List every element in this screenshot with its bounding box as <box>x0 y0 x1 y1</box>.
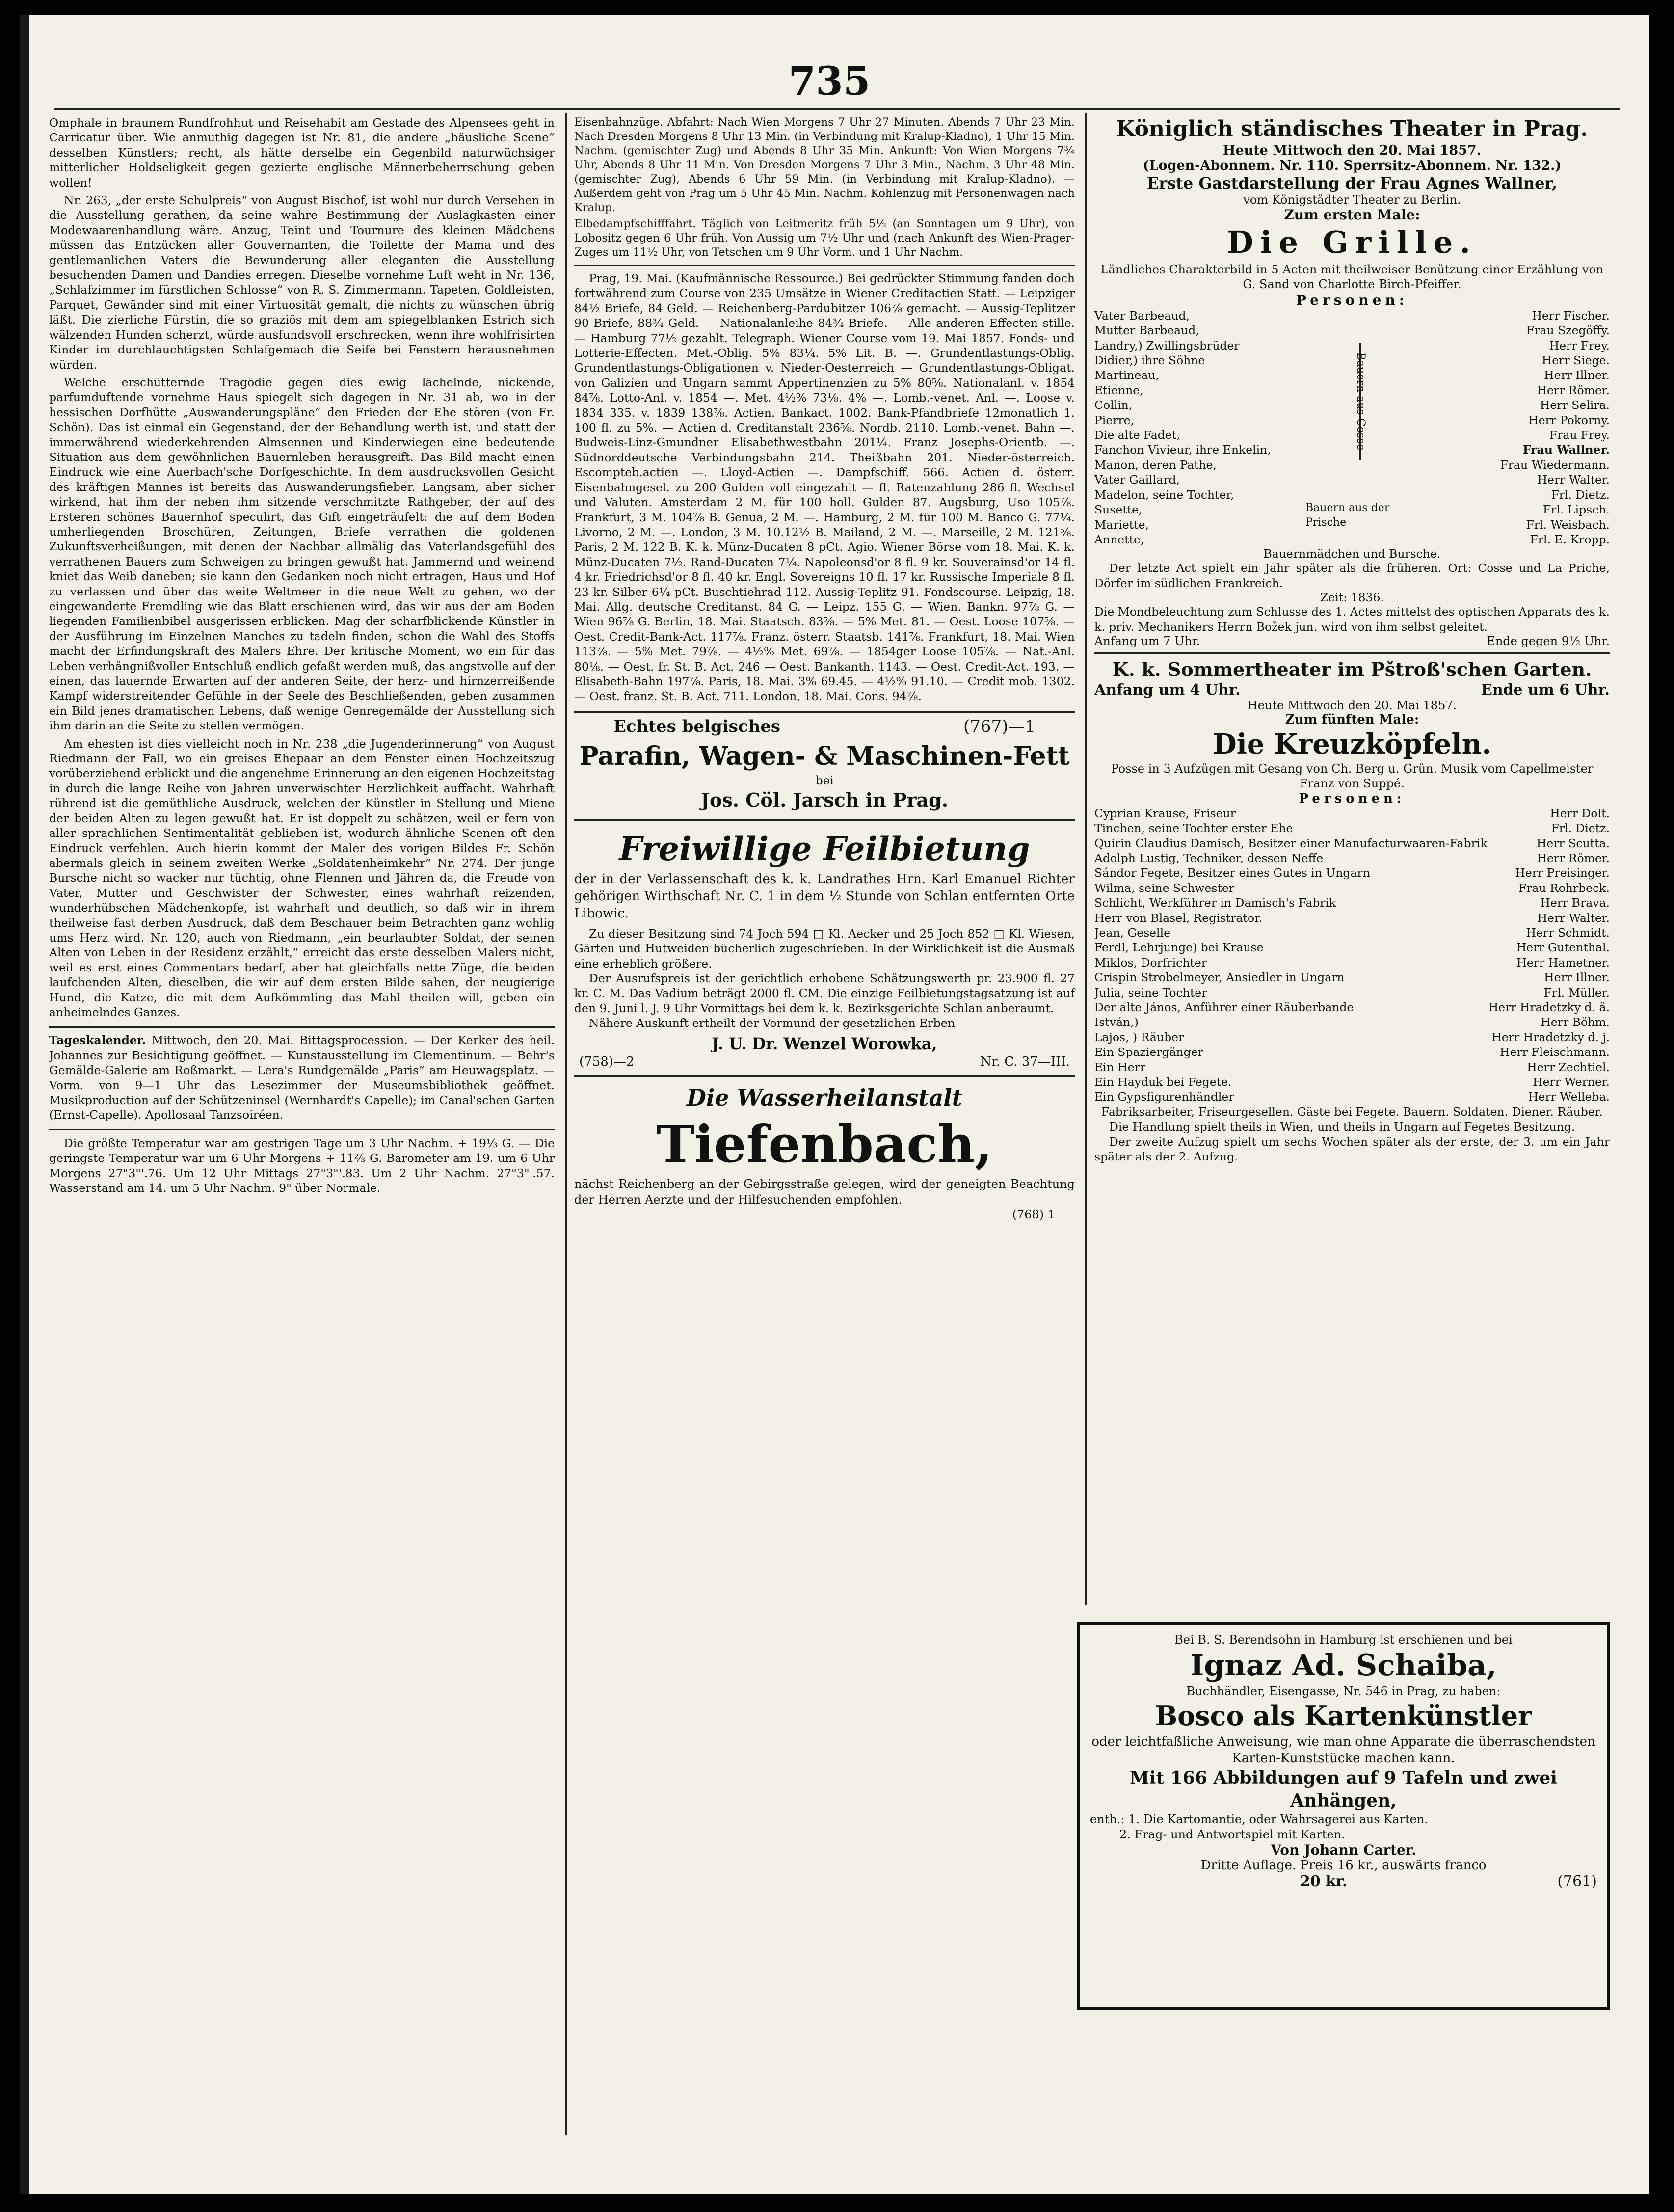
cast-actor: Herr Zechtiel. <box>1527 1060 1610 1074</box>
theater1-start: Anfang um 7 Uhr. <box>1094 634 1200 648</box>
cast-row <box>1094 532 1610 547</box>
cast-actor: Herr Werner. <box>1533 1075 1610 1089</box>
cast-row <box>1094 911 1610 925</box>
ad-wasserheilanstalt-text: nächst Reichenberg an der Gebirgsstraße gelegen, wird der geneigten Beachtung der Herren Aerzte und der Hilfesuchenden empfohlen. <box>574 1177 1075 1207</box>
cast-brace-label: Bauern aus der Prische <box>1305 501 1390 529</box>
ad-wasserheilanstalt-number: (768) 1 <box>1012 1207 1055 1221</box>
ad-wasserheilanstalt-name: Tiefenbach, <box>656 1113 993 1174</box>
cast-row <box>1094 487 1610 502</box>
ad-parafin-headline: Parafin, Wagen- & Maschinen-Fett <box>579 741 1070 771</box>
cast-actor: Frl. Müller. <box>1543 985 1610 999</box>
cast-role: Lajos, ) Räuber <box>1094 1030 1184 1044</box>
ad-feilbietung-title: Freiwillige Feilbietung <box>619 829 1030 868</box>
theater1-guest: Erste Gastdarstellung der Frau Agnes Wallner, <box>1146 174 1558 192</box>
theater1-persons: Personen: <box>1296 292 1408 308</box>
ad-feilbietung-text: Der Ausrufspreis ist der gerichtlich erhobene Schätzungswerth pr. 23.900 fl. 27 kr. C. M. Das Vadium beträgt 2000 fl. CM. Die einzige Feilbietungstagsatzung ist auf den 9. Juni l. J. 9 Uhr Vormittags bei dem k. k. Bezirksgerichte Schlan anberaumt. <box>574 971 1075 1015</box>
cast-role: Sándor Fegete, Besitzer eines Gutes in Ungarn <box>1094 866 1370 880</box>
cast-actor: Herr Gutenthal. <box>1516 941 1610 955</box>
cast-row <box>1094 806 1610 821</box>
cast-role: Wilma, seine Schwester <box>1094 881 1235 895</box>
cast-row <box>1094 985 1610 1000</box>
cast-actor: Herr Frey. <box>1549 338 1610 352</box>
cast-role: Martineau, <box>1094 368 1159 382</box>
cast-actor: Herr Walter. <box>1537 473 1610 487</box>
cast-actor: Herr Römer. <box>1537 851 1610 865</box>
ad-bosco-number: (761) <box>1557 1873 1597 1890</box>
cast-row <box>1094 881 1610 895</box>
cast-role: Manon, deren Pathe, <box>1094 458 1217 472</box>
cast-role: Landry,) Zwillingsbrüder <box>1094 338 1240 352</box>
newspaper-page <box>20 15 1649 2194</box>
ad-bosco-author: Von Johann Carter. <box>1271 1842 1416 1859</box>
theater2-play: Die Kreuzköpfeln. <box>1213 728 1491 760</box>
cast-row <box>1094 1060 1610 1075</box>
ad-feilbietung-signature: J. U. Dr. Wenzel Worowka, <box>712 1034 937 1053</box>
article-paragraph: Omphale in braunem Rundfrohhut und Reisehabit am Gestade des Alpensees geht in Carricatur über. Wie anmuthig dagegen ist Nr. 81, die andere „häusliche Scene“ desselben Künstlers; recht, als hätte derselbe ein Gegenbild naturwüchsiger mitterlicher Holdseligkeit gegen gezierte englische Männerbeherrschung geben wollen! <box>49 116 555 189</box>
theater1-play: Die Grille. <box>1227 224 1477 260</box>
cast-actor: Frau Wiedermann. <box>1500 458 1610 472</box>
ad-bosco-intro: Bei B. S. Berendsohn in Hamburg ist erschienen und bei <box>1174 1633 1513 1646</box>
ad-bosco-box <box>1077 1622 1610 2010</box>
cast-actor: Herr Böhm. <box>1541 1015 1610 1029</box>
page-number: 735 <box>788 58 871 104</box>
ad-bosco-text: oder leichtfaßliche Anweisung, wie man ohne Apparate die überraschendsten Karten-Kunststücke machen kann. <box>1091 1734 1595 1766</box>
section-rule <box>49 1129 555 1130</box>
cast-actor: Herr Walter. <box>1537 911 1610 925</box>
cast-role: Die alte Fadet, <box>1094 428 1180 442</box>
scan-edge <box>20 15 29 2194</box>
column-2 <box>574 115 1075 1221</box>
cast-role: Ein Hayduk bei Fegete. <box>1094 1075 1232 1089</box>
cast-role: Mutter Barbeaud, <box>1094 324 1199 338</box>
cast-role: Mariette, <box>1094 517 1149 532</box>
cast-role: Madelon, seine Tochter, <box>1094 487 1234 502</box>
cast-role: Vater Barbeaud, <box>1094 308 1190 323</box>
cast-role: Pierre, <box>1094 413 1135 427</box>
cast-role: Ferdl, Lehrjunge) bei Krause <box>1094 941 1264 955</box>
cast-actor: Frau Wallner. <box>1522 443 1610 457</box>
cast-actor: Frau Frey. <box>1549 428 1610 442</box>
theater2-note: Die Handlung spielt theils in Wien, und theils in Ungarn auf Fegetes Besitzung. <box>1109 1120 1575 1134</box>
section-rule <box>49 1026 555 1028</box>
cast-actor: Herr Welleba. <box>1528 1090 1610 1104</box>
cast-role: Miklos, Dorfrichter <box>1094 955 1207 970</box>
cast-row <box>1094 895 1610 910</box>
cast-actor: Herr Schmidt. <box>1526 926 1610 940</box>
theater1-time: Zeit: 1836. <box>1320 591 1384 605</box>
article-paragraph: Am ehesten ist dies vielleicht noch in Nr. 238 „die Jugenderinnerung“ von August Riedmann der Fall, wo ein greises Ehepaar an dem Fenster einen Hochzeitszug vorüberziehend erblickt und die angenehme Erinnerung an den eigenen Hochzeitstag in durch die lange Reihe von Jahren unverwischter Herzlichkeit auffacht. Wahrhaft rührend ist die gemüthliche Ausdruck, welchen der Künstler in Stellung und Miene der beiden Alten zu legen gewußt hat. Er ist doppelt zu schätzen, weil er fern von aller sprachlichen Sentimentalität geblieben ist, wodurch ähnliche Scenen oft den Eindruck verfehlen. Auch hierin kommt der Maler des vorigen Bildes Fr. Schön abermals gleich in seinem zweiten Werke „Soldatenheimkehr“ Nr. 274. Der junge Bursche nicht so wacker nur tüchtig, ohne Flennen und Jähren da, die Freude von Vater, Mutter und Geschwister der Schwester, eines wahrhaft reizenden, wunderhübschen Mädchenkopfe, ist wahrhaft und deutlich, so daß wir in ihrem theilweise fast derben Ausdruck, daß dem Beschauer beim Betrachten ganz wohlig ums Herz wird. Nr. 120, auch von Riedmann, „ein beurlaubter Soldat, der seinen Alten von Leben in der Residenz erzählt,“ erreicht das erste desselben Malers nicht, weil es erst eines Commentars bedarf, aber hat gleichfalls nette Züge, die beiden laufchenden Alten, dieselben, die wir auf dem ersten Bilde sahen, der neugierige Hund, die Katze, die mit dem Aufkömmling das Mahl theilen will, geben ein anheimelndes Ganzes. <box>49 736 555 1019</box>
cast-role: Ein Gypsfigurenhändler <box>1094 1090 1234 1104</box>
column-divider-1 <box>565 113 567 2135</box>
cast-role: Jean, Geselle <box>1094 926 1170 940</box>
header-rule <box>54 108 1620 110</box>
cast-role: Cyprian Krause, Friseur <box>1094 806 1236 820</box>
weather-report: Die größte Temperatur war am gestrigen Tage um 3 Uhr Nachm. + 19⅓ G. — Die geringste Temperatur war um 6 Uhr Morgens + 11⅔ G. Barometer am 19. um 6 Uhr Morgens 27"3"'.76. Um 12 Uhr Mittags 27"3"'.83. Um 2 Uhr Nachm. 27"3"'.57. Wasserstand am 14. um 5 Uhr Nachm. 9" über Normale. <box>49 1136 555 1195</box>
cast-actor: Herr Hradetzky d. ä. <box>1488 1000 1610 1015</box>
cast-brace-label: Bauern aus Cosse <box>1355 352 1367 451</box>
theater1-note: Die Mondbeleuchtung zum Schlusse des 1. Actes mittelst des optischen Apparats des k. k. priv. Mechanikers Herrn Božek jun. wird von ihm selbst geleitet. <box>1094 605 1610 634</box>
theater2-cast <box>1094 806 1610 1105</box>
cast-row <box>1094 308 1610 323</box>
cast-actor: Herr Hametner. <box>1516 955 1610 970</box>
cast-row <box>1094 323 1610 338</box>
theater2-persons: Personen: <box>1299 791 1406 806</box>
section-rule <box>1094 652 1610 654</box>
cast-role: Vater Gaillard, <box>1094 473 1180 487</box>
ad-wasserheilanstalt <box>574 1083 1075 1221</box>
ad-bosco-address: Buchhändler, Eisengasse, Nr. 546 in Prag, zu haben: <box>1186 1684 1501 1699</box>
theater1-date: Heute Mittwoch den 20. Mai 1857. <box>1222 143 1482 158</box>
tageskalender <box>49 1033 555 1122</box>
cast-role: Annette, <box>1094 532 1144 546</box>
theater1-cast <box>1094 308 1610 547</box>
theater1-note: Der letzte Act spielt ein Jahr später als die früheren. Ort: Cosse und La Priche, Dörfer im südlichen Frankreich. <box>1094 561 1610 590</box>
stock-exchange-report: Prag, 19. Mai. (Kaufmännische Ressource.) Bei gedrückter Stimmung fanden doch fortwährend zum Course von 235 Umsätze in Wiener Creditactien Statt. — Leipziger 84½ Briefe, 84 Geld. — Reichenberg-Pardubitzer 106⅞ gemacht. — Aussig-Teplitzer 90 Briefe, 88¾ Geld. — Nationalanleihe 84¾ Briefe. — Alle anderen Effecten stille. — Hamburg 77½ gezahlt. Telegraph. Wiener Course vom 19. Mai 1857. Fonds- und Lotterie-Effecten. Met.-Oblig. 5% 83¼. 5% Lit. B. —. Grundentlastungs-Oblig. Grundentlastungs-Obligationen v. Nieder-Oesterreich — Grundentlastungs-Obligat. von Galizien und Ungarn sammt Appertinenzien zu 5% 80⅝. Nationalanl. v. 1854 84⅞. Lotto-Anl. v. 1854 —. Met. 4½% 73⅛. 4% —. Lomb.-venet. Anl. —. Loose v. 1834 335. v. 1839 138⅞. Actien. Bankact. 1002. Bank-Pfandbriefe 12monatlich 1. 100 fl. zu 5%. — Actien d. Creditanstalt 236⅝. Nordb. 2110. Lomb.-venet. Bahn —. Budweis-Linz-Gmundner Elisabethwestbahn 201¼. Franz Josephs-Orientb. —. Südnorddeutsche Verbindungsbahn 214. Theißbahn 201. Nieder-österreich. Escompteb.actien —. Lloyd-Actien —. Dampfschiff. 566. Actien d. österr. Eisenbahngesel. zu 200 Gulden voll eingezahlt — fl. Ratenzahlung 286 fl. Wechsel und Valuten. Amsterdam 2 M. für 100 holl. Gulden 87. Augsburg, Uso 105⅞. Frankfurt, 3 M. 104⅞ B. Genua, 2 M. —. Hamburg, 2 M. für 100 M. Banco G. 77¼. Livorno, 2 M. —. London, 3 M. 10.12½ B. Mailand, 2 M. —. Marseille, 2 M. 121⅝. Paris, 2 M. 122 B. K. k. Münz-Ducaten 8 pCt. Agio. Wiener Börse vom 18. Mai. K. k. Münz-Ducaten 7½. Rand-Ducaten 7¼. Napoleonsd'or 8 fl. 9 kr. Souverainsd'or 14 fl. 4 kr. Friedrichsd'or 8 fl. 40 kr. Engl. Sovereigns 10 fl. 17 kr. Russische Imperiale 8 fl. 23 kr. Silber 6¼ pCt. Buschtiehrad 112. Aussig-Teplitz 91. Fondscourse. Leipzig, 18. Mai. Allg. deutsche Creditanst. 84 G. — Leipz. 155 G. — Wien. Bankn. 97⅞ G. — Wien 96⅞ G. Berlin, 18. Mai. Staatsch. 83⅝. — 5% Met. 81. — Oest. Loose 107⅝. — Oest. Credit-Bank-Act. 117⅞. Franz. österr. Staatsb. 141⅞. Frankfurt, 18. Mai. Wien 113⅞. — 5% Met. 79⅞. — 4½% Met. 69⅞. — 1854ger Loose 105⅞. — Nat.-Anl. 80⅛. — Oest. fr. St. B. Act. 246 — Oest. Bankanth. 1143. — Oest. Credit-Act. 193. — Elisabeth-Bahn 197⅞. Paris, 18. Mai. 3% 69.45. — 4½% 91.10. — Credit mob. 1302. — Oest. franz. St. B. Act. 711. London, 18. Mai. Cons. 94⅞. <box>574 271 1075 703</box>
cast-row <box>1094 472 1610 487</box>
section-rule <box>574 265 1075 266</box>
cast-row <box>1094 1030 1610 1045</box>
cast-row <box>1094 821 1610 836</box>
theater1-abonnement: (Logen-Abonnem. Nr. 110. Sperrsitz-Abonnem. Nr. 132.) <box>1143 158 1562 173</box>
ad-parafin-bei: bei <box>815 773 834 787</box>
theater1-description: Ländliches Charakterbild in 5 Acten mit theilweiser Benützung einer Erzählung von G. Sand von Charlotte Birch-Pfeiffer. <box>1100 263 1604 292</box>
column-divider-2 <box>1085 113 1087 1605</box>
cast-actor: Herr Selira. <box>1540 398 1610 412</box>
ad-bosco-price: Dritte Auflage. Preis 16 kr., auswärts franco <box>1200 1858 1487 1873</box>
ad-bosco-firm: Ignaz Ad. Schaiba, <box>1190 1648 1497 1683</box>
article-paragraph: Nr. 263, „der erste Schulpreis“ von August Bischof, ist wohl nur durch Versehen in die Ausstellung gerathen, da seine wahre Bestimmung der Auslagkasten einer Modewaarenhandlung wäre. Anzug, Teint und Tournure des kleinen Mädchens müssen das Entzücken aller Gouvernanten, die Toilette der Mama und des gentlemanlichen Vaters die Bewunderung aller eleganten die Ausstellung besuchenden Damen und Dandies erregen. Dieselbe vornehme Luft weht in Nr. 136, „Schlafzimmer im fürstlichen Schlosse“ von R. S. Zimmermann. Tapeten, Goldleisten, Parquet, Gewänder sind mit einer Virtuosität gemalt, die nichts zu wünschen übrig läßt. Die zierliche Fürstin, die so graziös mit dem am spiegelblanken Estrich sich wälzenden Hunden scherzt, würde ausfundsvoll erschrecken, wenn ihre wohlfrisirten Kinder im durchlauchtigsten Schlafgemach die Seife bei Fenstern herausnehmen würden. <box>49 193 555 372</box>
cast-actor: Frau Rohrbeck. <box>1518 881 1610 895</box>
section-rule <box>574 711 1075 713</box>
tageskalender-text: Mittwoch, den 20. Mai. Bittagsprocession. — Der Kerker des heil. Johannes zur Besichtigung geöffnet. — Kunstausstellung im Clementinum. — Behr's Gemälde-Galerie am Roßmarkt. — Lera's Rundgemälde „Paris“ am Heuwagsplatz. — Vorm. von 9—1 Uhr das Lesezimmer der Museumsbibliothek geöffnet. Musikproduction auf der Schützeninsel (Wernhardt's Capelle); im Canal'schen Garten (Ernst-Capelle). Apollosaal Tanzsoiréen. <box>49 1033 555 1122</box>
steamship-schedule: Elbedampfschifffahrt. Täglich von Leitmeritz früh 5½ (an Sonntagen um 9 Uhr), von Lobositz gegen 6 Uhr früh. Von Aussig um 7½ Uhr und (nach Ankunft des Wien-Prager-Zuges um 11½ Uhr, von Tetschen um 9 Uhr Vorm. und 1 Uhr Nachm. <box>574 217 1075 259</box>
cast-row <box>1094 1089 1610 1104</box>
theater2-date: Heute Mittwoch den 20. Mai 1857. <box>1247 698 1457 712</box>
cast-actor: Frl. Dietz. <box>1551 821 1610 836</box>
ad-feilbietung-number: (758)—2 <box>579 1054 635 1069</box>
cast-actor: Herr Siege. <box>1541 353 1610 368</box>
theater1-end: Ende gegen 9½ Uhr. <box>1487 634 1610 648</box>
cast-actor: Frl. Weisbach. <box>1526 517 1610 532</box>
section-rule <box>574 1075 1075 1077</box>
column-1 <box>49 115 555 2118</box>
theater1-from: vom Königstädter Theater zu Berlin. <box>1243 193 1461 207</box>
cast-actor: Herr Scutta. <box>1536 836 1610 850</box>
cast-actor: Frl. Lipsch. <box>1543 503 1610 517</box>
cast-row <box>1094 1015 1610 1029</box>
cast-role: Ein Herr <box>1094 1060 1146 1074</box>
ad-parafin <box>574 717 1075 813</box>
theater2-start: Anfang um 4 Uhr. <box>1094 681 1241 699</box>
cast-role: Adolph Lustig, Techniker, dessen Neffe <box>1094 851 1324 865</box>
cast-actor: Frl. E. Kropp. <box>1530 532 1610 546</box>
cast-actor: Herr Römer. <box>1537 383 1610 397</box>
cast-row <box>1094 940 1610 955</box>
theater2-extras: Fabriksarbeiter, Friseurgesellen. Gäste bei Fegete. Bauern. Soldaten. Diener. Räuber. <box>1101 1105 1603 1119</box>
railway-schedule: Eisenbahnzüge. Abfahrt: Nach Wien Morgens 7 Uhr 27 Minuten. Abends 7 Uhr 23 Min. Nach Dresden Morgens 8 Uhr 13 Min. (in Verbindung mit Kralup-Kladno), 1 Uhr 15 Min. Nachm. (gemischter Zug) und Abends 8 Uhr 35 Min. Ankunft: Von Wien Morgens 7¾ Uhr, Abends 8 Uhr 11 Min. Von Dresden Morgens 7 Uhr 3 Min., Nachm. 3 Uhr 48 Min. (gemischter Zug), Abends 6 Uhr 59 Min. (in Verbindung mit Kralup-Kladno). — Außerdem geht von Prag um 5 Uhr 45 Min. Nachm. Kohlenzug mit Personenwagen nach Kralup. <box>574 116 1075 214</box>
cast-row <box>1094 925 1610 940</box>
cast-row <box>1094 1075 1610 1089</box>
cast-actor: Herr Fischer. <box>1532 308 1610 323</box>
cast-role: Didier,) ihre Söhne <box>1094 353 1205 368</box>
tageskalender-label: Tageskalender. <box>49 1033 146 1048</box>
cast-role: István,) <box>1094 1015 1139 1029</box>
ad-parafin-line1: Echtes belgisches <box>613 716 780 736</box>
cast-role: Collin, <box>1094 398 1133 412</box>
cast-actor: Herr Brava. <box>1540 896 1610 910</box>
cast-actor: Herr Dolt. <box>1550 806 1610 820</box>
theater1-title: Königlich ständisches Theater in Prag. <box>1116 116 1588 141</box>
cast-role: Julia, seine Tochter <box>1094 985 1207 999</box>
theater2-description: Posse in 3 Aufzügen mit Gesang von Ch. Berg u. Grün. Musik vom Capellmeister Franz von Suppé. <box>1111 761 1594 791</box>
theater2-end: Ende um 6 Uhr. <box>1481 681 1610 699</box>
cast-row <box>1094 1000 1610 1015</box>
theater1-first-time: Zum ersten Male: <box>1284 207 1420 223</box>
column-3 <box>1094 115 1610 1613</box>
ad-parafin-number: (767)—1 <box>963 716 1036 736</box>
article-paragraph: Welche erschütternde Tragödie gegen dies ewig lächelnde, nickende, parfumduftende vornehme Haus spiegelt sich dagegen in Nr. 31 ab, wo in der hessischen Dorfhütte „Auswanderungspläne“ den Frieden der Ehe stören (von Fr. Schön). Das ist einmal ein Gegenstand, der der Behandlung werth ist, und statt der immerwährend wiederkehrenden Almsennen und Kinderwiegen eine bedeutende Situation aus dem gewöhnlichen Bauernleben herausgreift. Das Bild macht einen Eindruck wie eine Auerbach'sche Dorfgeschichte. In dem ausdrucksvollen Gesicht des kräftigen Mannes ist bereits das Auswanderungsfieber. Langsam, aber sicher wirkend, hat ihm der neben ihm sitzende verschmitzte Rathgeber, der auf des Ersteren schönes Bauernhof speculirt, das Gift eingeträufelt: die auf dem Boden umherliegenden Broschüren, Zeitungen, Briefe verrathen die goldenen Zukunftsverheißungen, mit denen der Nachbar allmälig das Vaterlandsgefühl des verrathenen Bauers zum Schweigen zu bringen gewußt hat. Jammernd und weinend kniet das Weib daneben; sie kann den Gedanken noch nicht ertragen, Haus und Hof zu verlassen und über das weite Weltmeer in die neue Welt zu gehen, wo der eingewanderte Fremdling wie das Blatt erschienen wird, das wir aus der am Boden liegenden Familienbibel ausgerissen erblicken. Mag der scharfblickende Künstler in der Ausführung im Einzelnen Manches zu tadeln finden, schon die Wahl des Stoffs macht der Erfindungskraft des Malers Ehre. Der kritische Moment, wo ein für das Leben verhängnißvoller Entschluß endlich gefaßt werden muß, das angstvolle auf der einen, das lauernde Erwarten auf der anderen Seite, der herz- und hirnzerreißende Kampf widerstreitender Gefühle in der Seele des Beschließenden, geben zusammen ein Bild jenes dramatischen Lebens, daß wenige Genregemälde der Ausstellung sich ihm darin an die Seite zu stellen vermögen. <box>49 375 555 733</box>
cast-row <box>1094 836 1610 851</box>
cast-role: Der alte János, Anführer einer Räuberbande <box>1094 1000 1354 1015</box>
cast-actor: Herr Illner. <box>1544 368 1610 382</box>
ad-bosco-price-foreign: 20 kr. <box>1300 1873 1348 1890</box>
ad-bosco-title: Bosco als Kartenkünstler <box>1155 1700 1532 1732</box>
cast-role: Schlicht, Werkführer in Damisch's Fabrik <box>1094 896 1336 910</box>
cast-row <box>1094 970 1610 985</box>
cast-row <box>1094 851 1610 865</box>
cast-role: Crispin Strobelmeyer, Ansiedler in Ungarn <box>1094 971 1345 985</box>
ad-feilbietung-text: Zu dieser Besitzung sind 74 Joch 594 □ Kl. Aecker und 25 Joch 852 □ Kl. Wiesen, Gärten und Hutweiden bücherlich zugeschrieben. In der Wirklichkeit ist die Ausmaß eine erheblich größere. <box>574 926 1075 971</box>
theater2-fifth-time: Zum fünften Male: <box>1285 712 1419 727</box>
cast-role: Fanchon Vivieur, ihre Enkelin, <box>1094 443 1271 457</box>
cast-actor: Herr Illner. <box>1544 971 1610 985</box>
ad-bosco-contents: 2. Frag- und Antwortspiel mit Karten. <box>1119 1827 1345 1841</box>
cast-row <box>1094 865 1610 880</box>
cast-role: Herr von Blasel, Registrator. <box>1094 911 1263 925</box>
cast-actor: Herr Hradetzky d. j. <box>1491 1030 1610 1044</box>
cast-role: Tinchen, seine Tochter erster Ehe <box>1094 821 1293 836</box>
cast-actor: Herr Fleischmann. <box>1500 1045 1610 1059</box>
theater1-extras: Bauernmädchen und Bursche. <box>1263 547 1441 561</box>
cast-role: Susette, <box>1094 503 1143 517</box>
cast-role: Ein Spaziergänger <box>1094 1045 1203 1059</box>
ad-parafin-firm: Jos. Cöl. Jarsch in Prag. <box>701 788 948 811</box>
ad-feilbietung-address: Nr. C. 37—III. <box>980 1054 1070 1069</box>
ad-bosco-contents: enth.: 1. Die Kartomantie, oder Wahrsagerei aus Karten. <box>1090 1812 1428 1827</box>
theater2-note: Der zweite Aufzug spielt um sechs Wochen später als der erste, der 3. um ein Jahr später als der 2. Aufzug. <box>1094 1134 1610 1164</box>
theater2-title: K. k. Sommertheater im Pštroß'schen Garten. <box>1112 658 1592 680</box>
cast-actor: Frau Szegöffy. <box>1526 324 1610 338</box>
ad-bosco-illustrations: Mit 166 Abbildungen auf 9 Tafeln und zwei Anhängen, <box>1130 1768 1557 1811</box>
cast-actor: Herr Preisinger. <box>1515 866 1610 880</box>
cast-actor: Frl. Dietz. <box>1551 487 1610 502</box>
ad-feilbietung <box>574 827 1075 1069</box>
section-rule <box>574 819 1075 821</box>
cast-role: Etienne, <box>1094 383 1143 397</box>
cast-role: Quirin Claudius Damisch, Besitzer einer Manufacturwaaren-Fabrik <box>1094 836 1488 850</box>
cast-row <box>1094 955 1610 970</box>
cast-row <box>1094 1045 1610 1059</box>
ad-feilbietung-text: Nähere Auskunft ertheilt der Vormund der gesetzlichen Erben <box>589 1016 955 1030</box>
cast-actor: Herr Pokorny. <box>1528 413 1610 427</box>
ad-wasserheilanstalt-title: Die Wasserheilanstalt <box>687 1084 962 1111</box>
ad-feilbietung-text: der in der Verlassenschaft des k. k. Landrathes Hrn. Karl Emanuel Richter gehörigen Wirthschaft Nr. C. 1 in dem ½ Stunde von Schlan entfernten Orte Libowic. <box>574 871 1075 921</box>
